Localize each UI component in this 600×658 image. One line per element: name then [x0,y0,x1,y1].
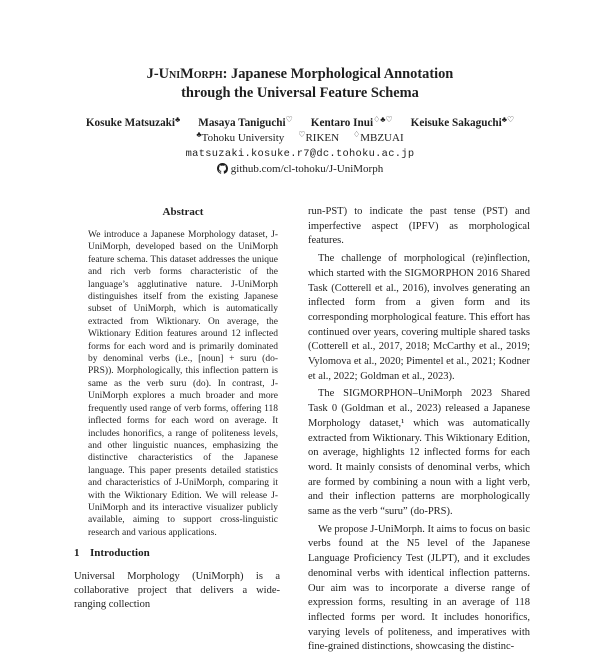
body-paragraph: run-PST) to indicate the past tense (PST) and imperfective aspect (IPFV) as morphological features. [308,206,530,247]
title-name: J-UniMorph [146,66,223,82]
intro-paragraph: Universal Morphology (UniMorph) is a collaborative project that delivers a wide-ranging collection [74,571,280,610]
body-paragraph: The challenge of morphological (re)inflection, which started with the SIGMORPHON 2016 Shared Task (Cotterell et al., 2016), involves generating an inflected form from a given form and its corresponding morphological feature. This effort has continued over years, covering multiple shared tasks (Cotterell et al., 2017, 2018; McCarthy et al., 2019; Vylomova et al., 2020; Pimentel et al., 2021; Kodner et al., 2022; Goldman et al., 2023). [308,253,530,382]
github-link[interactable] [0,162,600,179]
title-line2: through the Universal Feature Schema [181,85,419,101]
affiliation: ♣Tohoku University [196,130,285,144]
left-column [88,205,278,551]
section-heading [74,546,150,560]
body-paragraph: We propose J-UniMorph. It aims to focus on basic verbs found at the N5 level of the Japanese Language Proficiency Test (JLPT), and it excludes denominal verbs with identical inflection patterns. Our aim was to incorporate a diverse range of expression forms, resulting in an average of 118 inflected forms per word. It includes honorifics, varying levels of politeness, and imperatives with fine-grained distinctions, showcasing the distinc- [308,523,530,653]
paper-title [0,65,600,103]
author: Kentaro Inui♢♣♡ [310,115,393,129]
author-list [0,116,600,131]
right-column [308,205,530,658]
author: Kosuke Matsuzaki♣ [85,115,181,129]
author: Keisuke Sakaguchi♣♡ [410,115,515,129]
affiliation: ♢MBZUAI [353,130,404,144]
author-email[interactable]: matsuzaki.kosuke.r7@dc.tohoku.ac.jp [185,148,415,160]
body-paragraph: The SIGMORPHON–UniMorph 2023 Shared Task 0 (Goldman et al., 2023) released a Japanese Morphology dataset,¹ which was automatically extracted from Wiktionary. This Wiktionary Edition, on average, highlights 12 inflected forms for each word. It mainly consists of denominal verbs, which are formed by combining a noun with a light verb, and their inflection patterns are morphologically same as the verb “suru” (do-PRS). [308,388,530,518]
abstract-text: We introduce a Japanese Morphology dataset, J-UniMorph, developed based on the UniMorph feature schema. This dataset addresses the unique and rich verb forms characteristic of the language’s agglutinative nature. J-UniMorph distinguishes itself from the existing Japanese subset of UniMorph, which is automatically extracted from Wiktionary. On average, the Wiktionary Edition features around 12 inflected forms for each word and is primarily dominated by denominal verbs (i.e., [noun] + suru (do-PRS)). Morphologically, this inflection pattern is same as the verb suru (do). In contrast, J-UniMorph explores a much broader and more frequently used range of verb forms, offering 118 inflected forms for each word on average. It includes honorifics, a range of politeness levels, and other linguistic nuances, emphasizing the distinctive characteristics of the Japanese language. This paper presents detailed statistics and characteristics of J-UniMorph, comparing it with the Wiktionary Edition. We will release J-UniMorph and its interactive visualizer publicly available, aiming to support cross-linguistic research and various applications. [88,230,278,538]
abstract-heading: Abstract [162,206,204,218]
github-icon [217,163,228,179]
section-title: Introduction [90,547,150,559]
github-url: github.com/cl-tohoku/J-UniMorph [230,163,384,175]
affiliation-list [0,131,600,146]
section-number: 1 [74,547,80,559]
title-line1-rest: : Japanese Morphological Annotation [222,66,454,82]
author: Masaya Taniguchi♡ [198,115,293,129]
affiliation: ♡RIKEN [298,130,340,144]
